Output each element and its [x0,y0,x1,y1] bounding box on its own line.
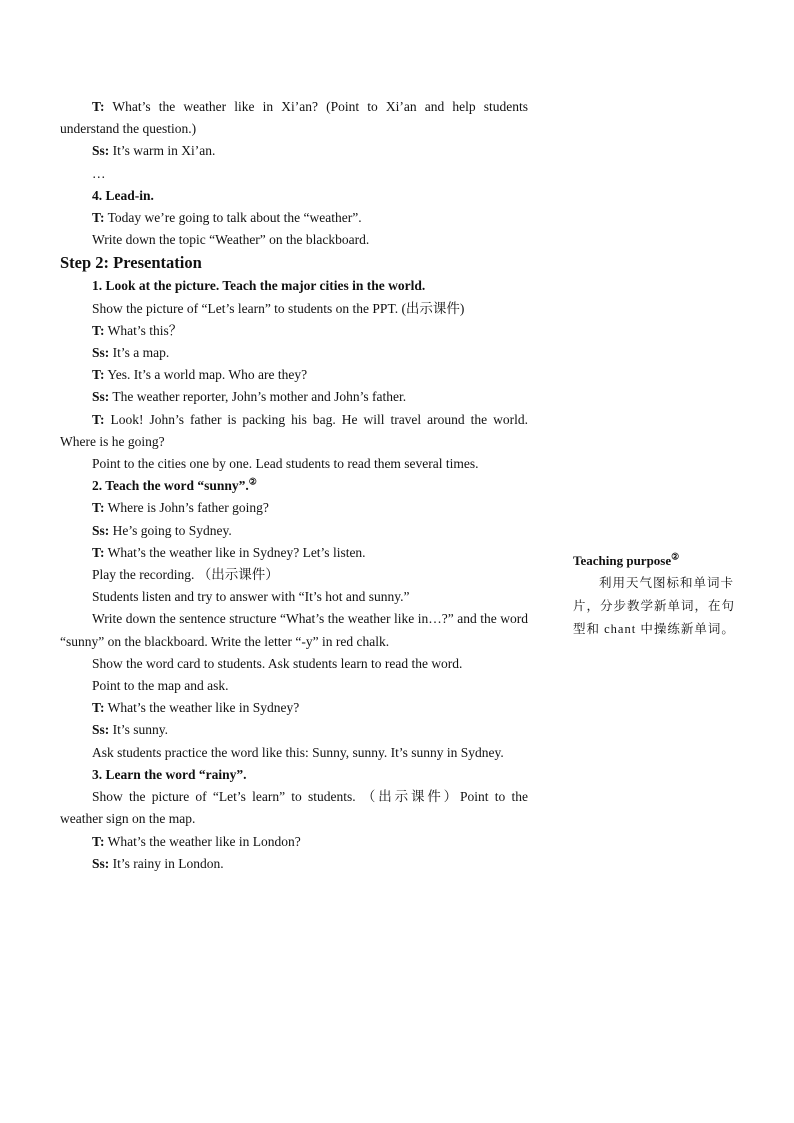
footnote-marker: ② [248,476,257,487]
margin-note-content: 利用天气图标和单词卡片，分步教学新单词，在句型和 chant 中操练新单词。 [573,576,736,636]
subsection-heading [60,475,528,497]
line-text: Write down the sentence structure “What’s the weather like in…?” and the word “sunny” on the blackboard. Write the letter “-y” in red chalk. [60,611,528,649]
line-text: Point to the cities one by one. Lead students to read them several times. [92,456,479,472]
margin-note [573,549,743,641]
dialogue-line [60,140,528,162]
speaker-label: Ss: [92,855,110,871]
line-text: It’s rainy in London. [109,855,224,871]
line-text: It’s sunny. [109,722,169,738]
dialogue-line [60,207,528,229]
speaker-label: T: [92,99,105,114]
body-paragraph [60,608,528,652]
subsection-heading-text: 1. Look at the picture. Teach the major cities in the world. [92,278,426,294]
line-text: Show the word card to students. Ask students learn to read the word. [92,655,463,671]
line-text: He’s going to Sydney. [109,522,232,538]
speaker-label: T: [92,210,105,226]
dialogue-line [60,96,528,140]
dialogue-line [60,497,528,519]
dialogue-line [60,409,528,453]
body-paragraph [60,298,528,320]
line-text: Write down the topic “Weather” on the blackboard. [92,232,370,248]
line-text: Show the picture of “Let’s learn” to students. （出示课件）Point to the weather sign on the map. [60,789,528,827]
subsection-heading-text: 2. Teach the word “sunny”. [92,478,249,494]
section-heading: Step 2: Presentation [60,253,202,273]
dialogue-line [60,719,528,741]
lesson-plan-body [60,96,528,875]
speaker-label: Ss: [92,345,110,361]
dialogue-line [60,386,528,408]
line-text: What’s the weather like in London? [104,833,301,849]
line-text: Where is John’s father going? [104,500,269,516]
body-paragraph [60,786,528,830]
dialogue-line [60,520,528,542]
line-text: It’s a map. [109,345,170,361]
speaker-label: T: [92,322,105,338]
margin-note-title [573,549,743,572]
dialogue-line [60,697,528,719]
body-paragraph [60,564,528,586]
dialogue-line [60,364,528,386]
dialogue-line [60,542,528,564]
line-text: What’s the weather like in Sydney? [104,700,300,716]
speaker-label: T: [92,367,105,383]
subsection-heading-text: 4. Lead-in. [92,187,154,203]
body-paragraph [60,675,528,697]
speaker-label: Ss: [92,522,110,538]
subsection-heading [60,185,528,207]
speaker-label: Ss: [92,389,110,405]
body-paragraph [60,163,528,185]
body-paragraph [60,586,528,608]
body-paragraph [60,229,528,251]
line-text: Look! John’s father is packing his bag. He will travel around the world. Where is he going? [60,411,528,449]
line-text: Ask students practice the word like this: Sunny, sunny. It’s sunny in Sydney. [92,744,504,760]
dialogue-line [60,342,528,364]
line-text: … [92,165,106,181]
line-text: Play the recording. （出示课件） [92,567,279,583]
body-paragraph [60,453,528,475]
speaker-label: T: [92,500,105,516]
speaker-label: Ss: [92,143,110,159]
line-text: What’s the weather like in Sydney? Let’s listen. [104,544,366,560]
speaker-label: T: [92,833,105,849]
body-paragraph [60,742,528,764]
footnote-marker: ② [671,551,680,562]
dialogue-line [60,320,528,342]
dialogue-line [60,853,528,875]
line-text: Students listen and try to answer with “It’s hot and sunny.” [92,589,410,605]
subsection-heading [60,764,528,786]
speaker-label: T: [92,411,105,427]
speaker-label: Ss: [92,722,110,738]
subsection-heading [60,275,528,297]
line-text: It’s warm in Xi’an. [109,143,216,159]
line-text: What’s the weather like in Xi’an? (Point to Xi’an and help students understand the question.) [60,99,528,137]
line-text: Today we’re going to talk about the “weather”. [104,210,362,226]
line-text: Point to the map and ask. [92,678,229,694]
dialogue-line [60,831,528,853]
speaker-label: T: [92,700,105,716]
speaker-label: T: [92,544,105,560]
line-text: Show the picture of “Let’s learn” to students on the PPT. (出示课件) [92,300,465,316]
line-text: What’s this？ [104,322,183,338]
subsection-heading-text: 3. Learn the word “rainy”. [92,766,247,782]
line-text: The weather reporter, John’s mother and John’s father. [109,389,407,405]
body-paragraph [60,653,528,675]
line-text: Yes. It’s a world map. Who are they? [104,367,308,383]
margin-note-title-text: Teaching purpose [573,553,672,568]
